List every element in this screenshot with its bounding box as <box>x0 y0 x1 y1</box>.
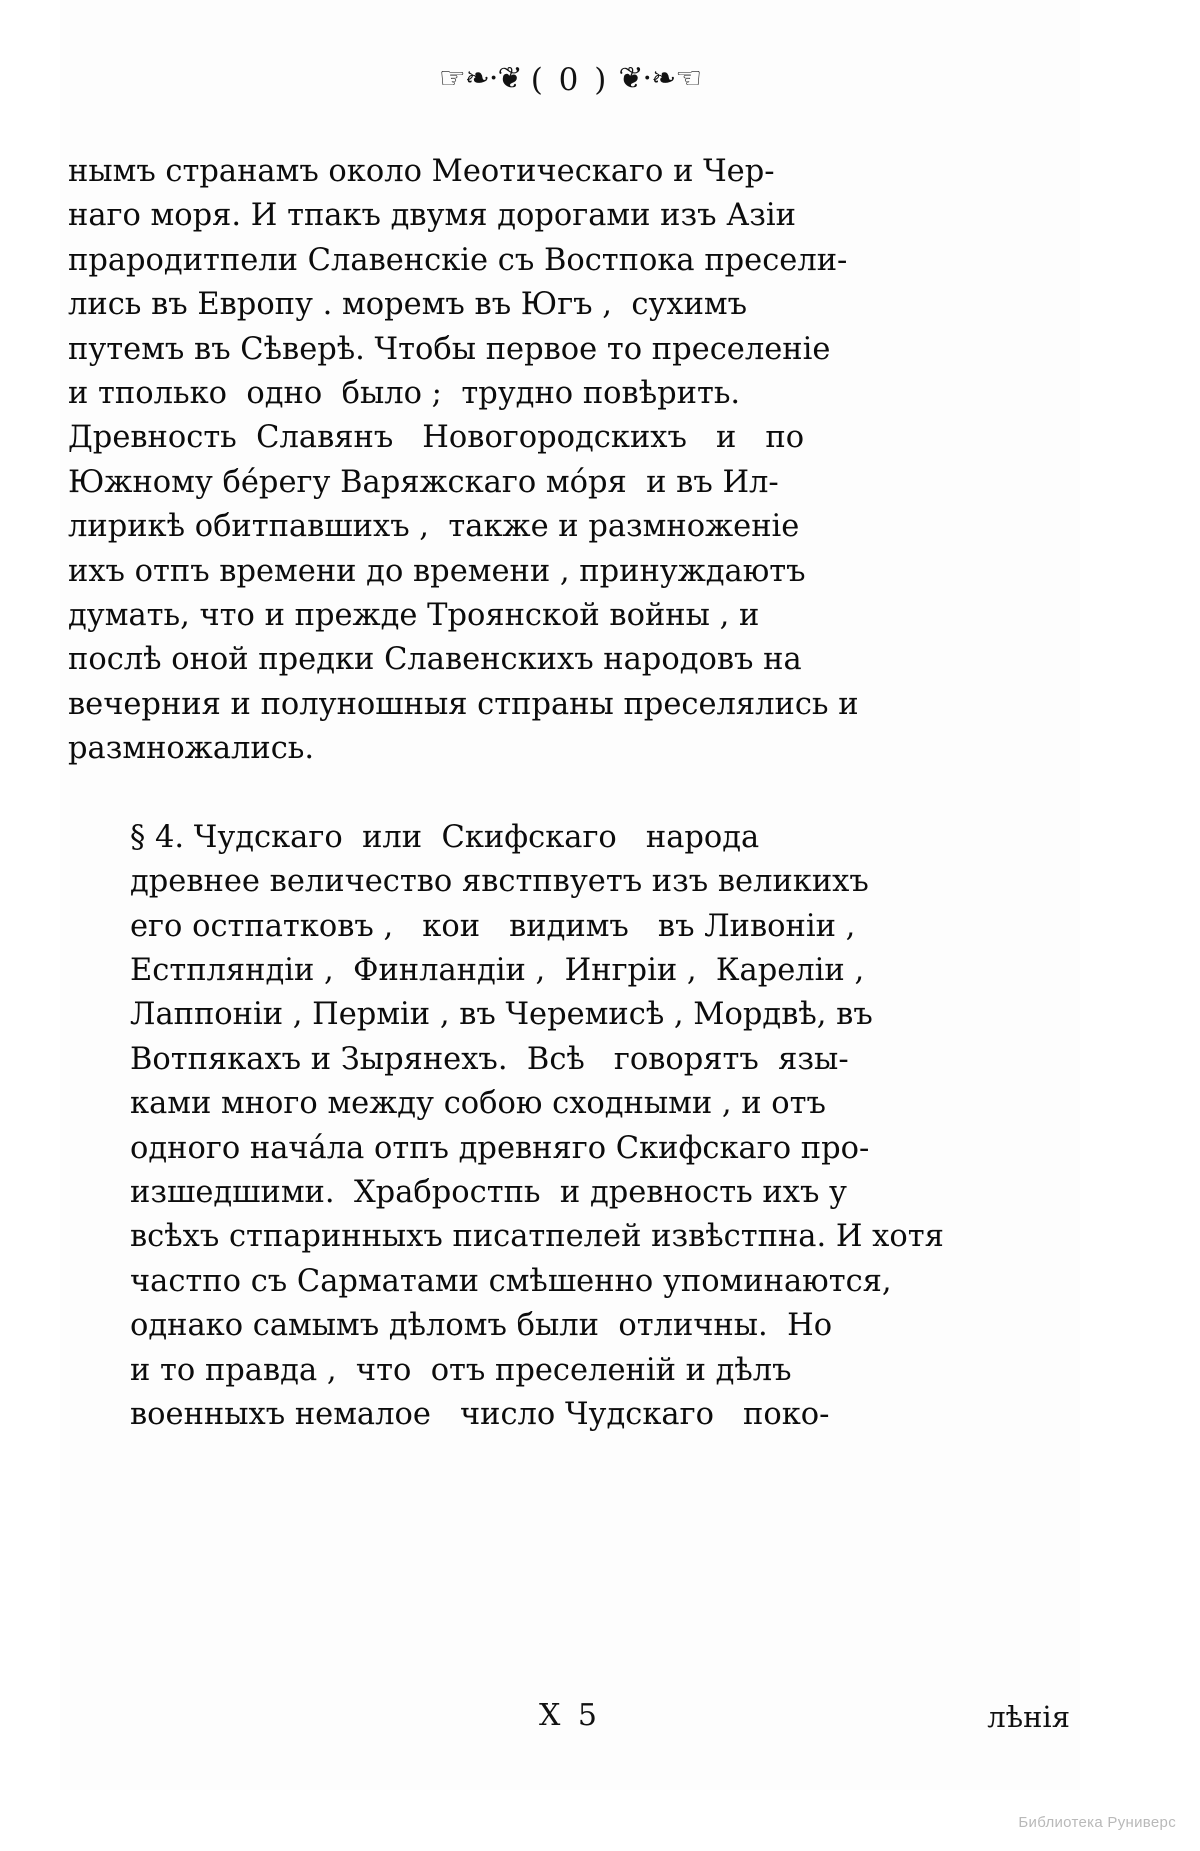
text-line: однако самымъ дѣломъ были отличны. Но <box>130 1308 833 1344</box>
text-line: ками много между собою сходными , и отъ <box>130 1086 826 1122</box>
text-line: Естпляндіи , Финландіи , Ингріи , Кареліи , <box>130 952 865 988</box>
text-line: Южному бéрегу Варяжскаго мóря и въ Ил- <box>68 464 779 500</box>
text-line: лись въ Европу . моремъ въ Югъ , сухимъ <box>68 287 748 323</box>
text-line: военныхъ немалое число Чудскаго поко- <box>130 1396 830 1432</box>
text-line: послѣ оной предки Славенскихъ народовъ на <box>68 642 802 678</box>
page-number: ( 0 ) <box>530 62 610 98</box>
text-line: ихъ отпъ времени до времени , принуждаютъ <box>68 553 806 589</box>
signature-mark: Х 5 <box>539 1698 601 1733</box>
text-line: лирикѣ обитпавшихъ , также и размноженіе <box>68 509 800 545</box>
text-line: путемъ въ Сѣверѣ. Чтобы первое то преселеніе <box>68 331 831 367</box>
page-body-text <box>68 150 1068 1437</box>
scanned-page-surface <box>60 0 1080 1790</box>
ornament-flourish-left-icon: ☞❧·❦ <box>438 60 522 96</box>
text-line: изшедшими. Храбростпь и древность ихъ у <box>130 1174 847 1210</box>
text-line: всѣхъ стпаринныхъ писатпелей извѣстпна. И хотя <box>130 1219 944 1255</box>
paragraph-continued <box>68 150 1068 772</box>
text-line: вечерния и полуношныя стпраны преселялись и <box>68 686 859 722</box>
text-line: Древность Славянъ Новогородскихъ и по <box>68 420 805 456</box>
text-line: частпо съ Сарматами смѣшенно упоминаются, <box>130 1263 892 1299</box>
text-line: Вотпякахъ и Зырянехъ. Всѣ говорятъ язы- <box>130 1041 849 1077</box>
text-line: наго моря. И тпакъ двумя дорогами изъ Азіи <box>68 198 797 234</box>
text-line: одного начáла отпъ древняго Скифскаго про- <box>130 1130 870 1166</box>
text-line: его остпатковъ , кои видимъ въ Ливоніи , <box>130 908 856 944</box>
text-line: древнее величество явстпвуетъ изъ великихъ <box>130 864 869 900</box>
catchword: лѣнія <box>987 1700 1070 1734</box>
text-line: и тполько одно было ; трудно повѣрить. <box>68 376 741 412</box>
ornament-flourish-right-icon: ❦·❧☜ <box>618 60 702 96</box>
page-header-ornament <box>60 62 1080 98</box>
text-line: § 4. Чудскаго или Скифскаго народа <box>130 819 760 855</box>
text-line: Лаппоніи , Перміи , въ Черемисѣ , Мордвѣ, въ <box>130 997 873 1033</box>
library-watermark: Библиотека Руниверс <box>1018 1814 1176 1831</box>
text-line: думать, что и прежде Троянской войны , и <box>68 598 760 634</box>
paragraph-section-4 <box>68 816 1068 1438</box>
text-line: и то правда , что отъ преселеній и дѣлъ <box>130 1352 792 1388</box>
text-line: нымъ странамъ около Меотическаго и Чер- <box>68 154 775 189</box>
text-line: прародитпели Славенскіе съ Востпока пресели- <box>68 242 848 278</box>
text-line: размножались. <box>68 731 315 767</box>
